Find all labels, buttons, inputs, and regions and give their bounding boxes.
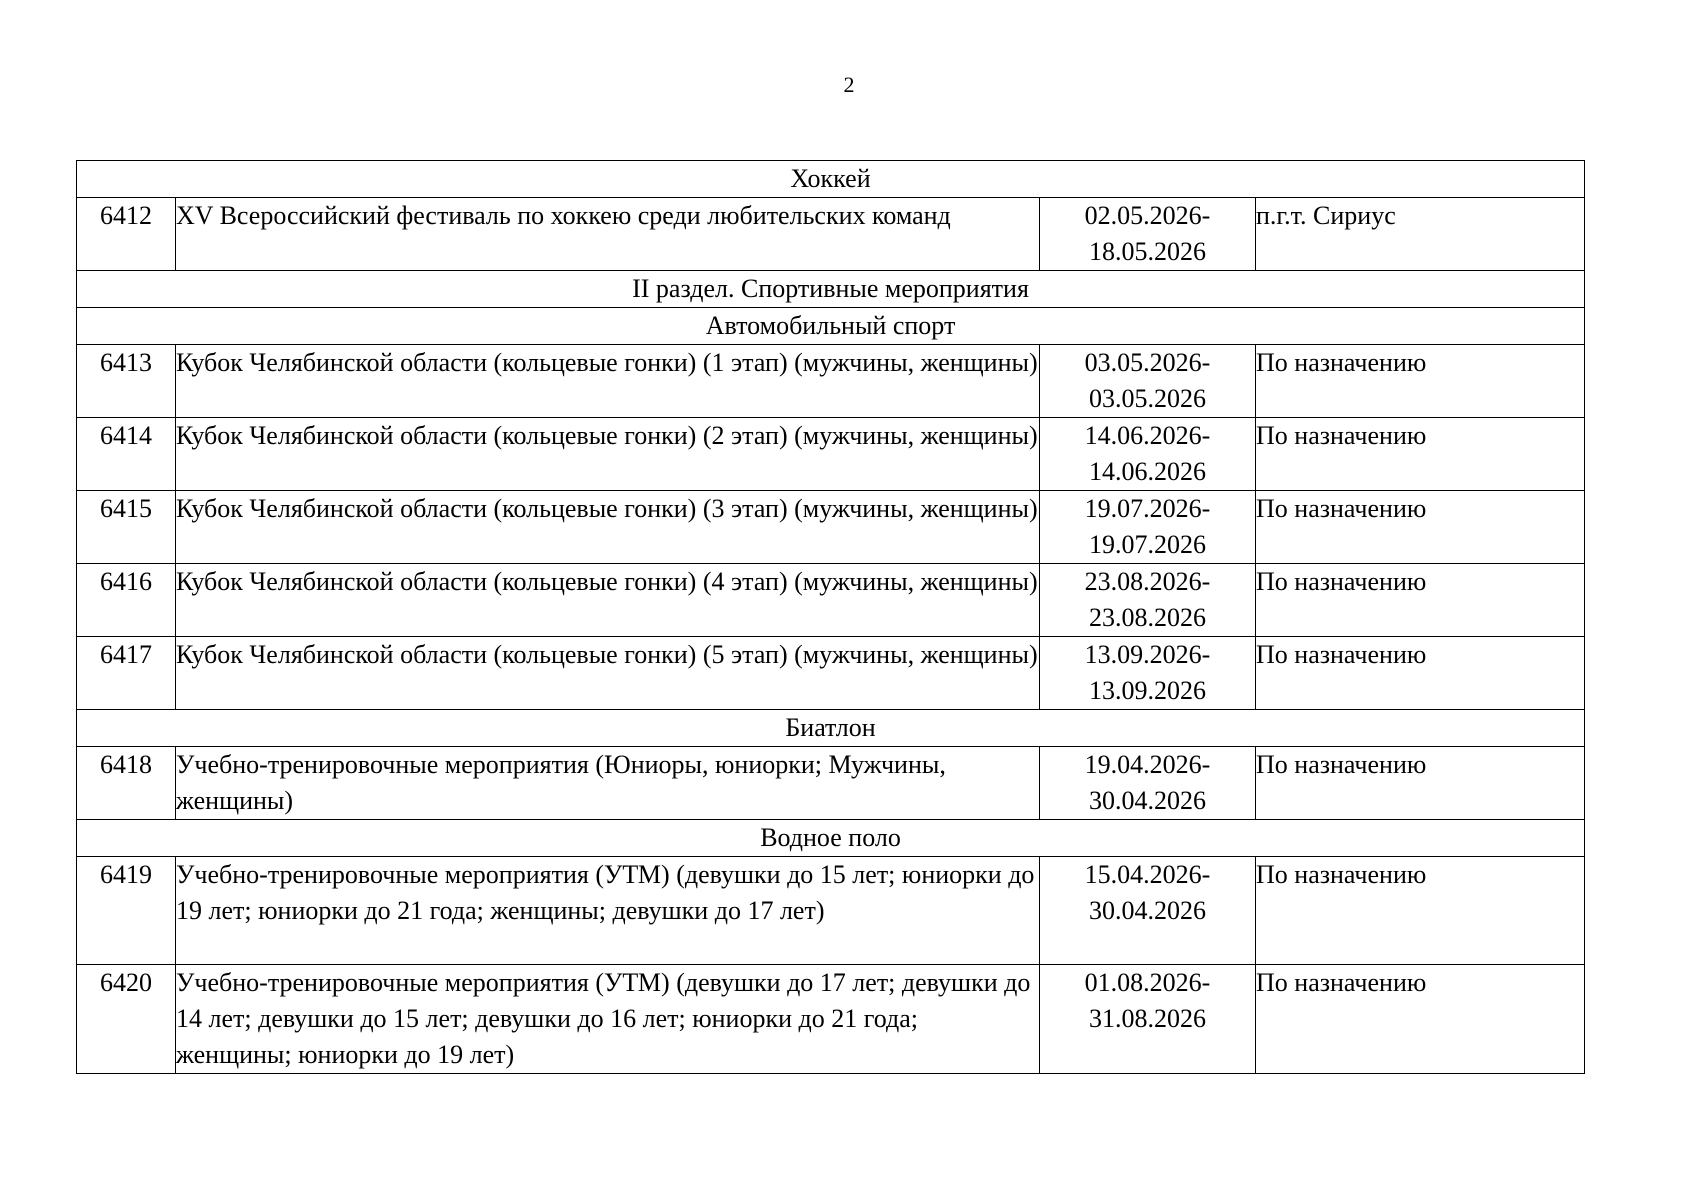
event-number: 6417 [77, 637, 176, 710]
event-row [77, 965, 1585, 1074]
event-date-from: 01.08.2026- [1084, 968, 1211, 997]
event-number: 6413 [77, 345, 176, 418]
section-header-row [77, 710, 1585, 747]
event-location: По назначению [1256, 345, 1585, 418]
event-number: 6414 [77, 418, 176, 491]
section-title: Водное поло [77, 820, 1585, 857]
event-dates [1040, 491, 1256, 564]
event-date-from: 19.07.2026- [1084, 494, 1211, 523]
event-dates [1040, 345, 1256, 418]
event-location: По назначению [1256, 965, 1585, 1074]
event-name: Кубок Челябинской области (кольцевые гонки) (3 этап) (мужчины, женщины) [176, 491, 1040, 564]
events-table [76, 160, 1585, 1074]
event-date-to: 14.06.2026 [1089, 457, 1206, 486]
event-date-to: 30.04.2026 [1089, 786, 1206, 815]
event-date-from: 02.05.2026- [1084, 201, 1211, 230]
section-title: Хоккей [77, 161, 1585, 198]
section-header-row [77, 161, 1585, 198]
event-location: По назначению [1256, 491, 1585, 564]
event-name: Кубок Челябинской области (кольцевые гонки) (4 этап) (мужчины, женщины) [176, 564, 1040, 637]
event-number: 6420 [77, 965, 176, 1074]
event-name: Учебно-тренировочные мероприятия (УТМ) (девушки до 15 лет; юниорки до 19 лет; юниорки до 21 года; женщины; девушки до 17 лет) [176, 857, 1040, 965]
event-number: 6416 [77, 564, 176, 637]
event-row [77, 747, 1585, 820]
event-row [77, 491, 1585, 564]
section-title: Автомобильный спорт [77, 308, 1585, 345]
event-date-from: 03.05.2026- [1084, 348, 1211, 377]
section-title: II раздел. Спортивные мероприятия [77, 271, 1585, 308]
event-date-to: 31.08.2026 [1089, 1004, 1206, 1033]
event-row [77, 345, 1585, 418]
event-row [77, 637, 1585, 710]
event-dates [1040, 198, 1256, 271]
section-header-row [77, 308, 1585, 345]
event-name: XV Всероссийский фестиваль по хоккею среди любительских команд [176, 198, 1040, 271]
event-location: п.г.т. Сириус [1256, 198, 1585, 271]
page-number: 2 [843, 72, 855, 97]
event-dates [1040, 965, 1256, 1074]
event-location: По назначению [1256, 747, 1585, 820]
event-dates [1040, 637, 1256, 710]
event-location: По назначению [1256, 564, 1585, 637]
event-row [77, 198, 1585, 271]
event-date-from: 15.04.2026- [1084, 860, 1211, 889]
event-row [77, 418, 1585, 491]
event-number: 6415 [77, 491, 176, 564]
event-row [77, 564, 1585, 637]
event-number: 6419 [77, 857, 176, 965]
event-date-from: 13.09.2026- [1084, 640, 1211, 669]
section-header-row [77, 271, 1585, 308]
event-dates [1040, 564, 1256, 637]
event-name: Учебно-тренировочные мероприятия (Юниоры, юниорки; Мужчины, женщины) [176, 747, 1040, 820]
event-number: 6412 [77, 198, 176, 271]
event-location: По назначению [1256, 637, 1585, 710]
event-name: Учебно-тренировочные мероприятия (УТМ) (девушки до 17 лет; девушки до 14 лет; девушки до 15 лет; девушки до 16 лет; юниорки до 21 года; женщины; юниорки до 19 лет) [176, 965, 1040, 1074]
section-header-row [77, 820, 1585, 857]
event-location: По назначению [1256, 857, 1585, 965]
event-date-from: 14.06.2026- [1084, 421, 1211, 450]
event-date-to: 13.09.2026 [1089, 676, 1206, 705]
event-date-to: 19.07.2026 [1089, 530, 1206, 559]
event-date-to: 03.05.2026 [1089, 384, 1206, 413]
event-date-from: 23.08.2026- [1084, 567, 1211, 596]
event-date-to: 18.05.2026 [1089, 237, 1206, 266]
event-date-to: 30.04.2026 [1089, 896, 1206, 925]
event-number: 6418 [77, 747, 176, 820]
event-date-from: 19.04.2026- [1084, 750, 1211, 779]
event-dates [1040, 857, 1256, 965]
event-name: Кубок Челябинской области (кольцевые гонки) (2 этап) (мужчины, женщины) [176, 418, 1040, 491]
event-dates [1040, 747, 1256, 820]
event-name: Кубок Челябинской области (кольцевые гонки) (1 этап) (мужчины, женщины) [176, 345, 1040, 418]
event-row [77, 857, 1585, 965]
section-title: Биатлон [77, 710, 1585, 747]
event-name: Кубок Челябинской области (кольцевые гонки) (5 этап) (мужчины, женщины) [176, 637, 1040, 710]
event-dates [1040, 418, 1256, 491]
event-location: По назначению [1256, 418, 1585, 491]
events-table-body [77, 161, 1585, 1074]
event-date-to: 23.08.2026 [1089, 603, 1206, 632]
